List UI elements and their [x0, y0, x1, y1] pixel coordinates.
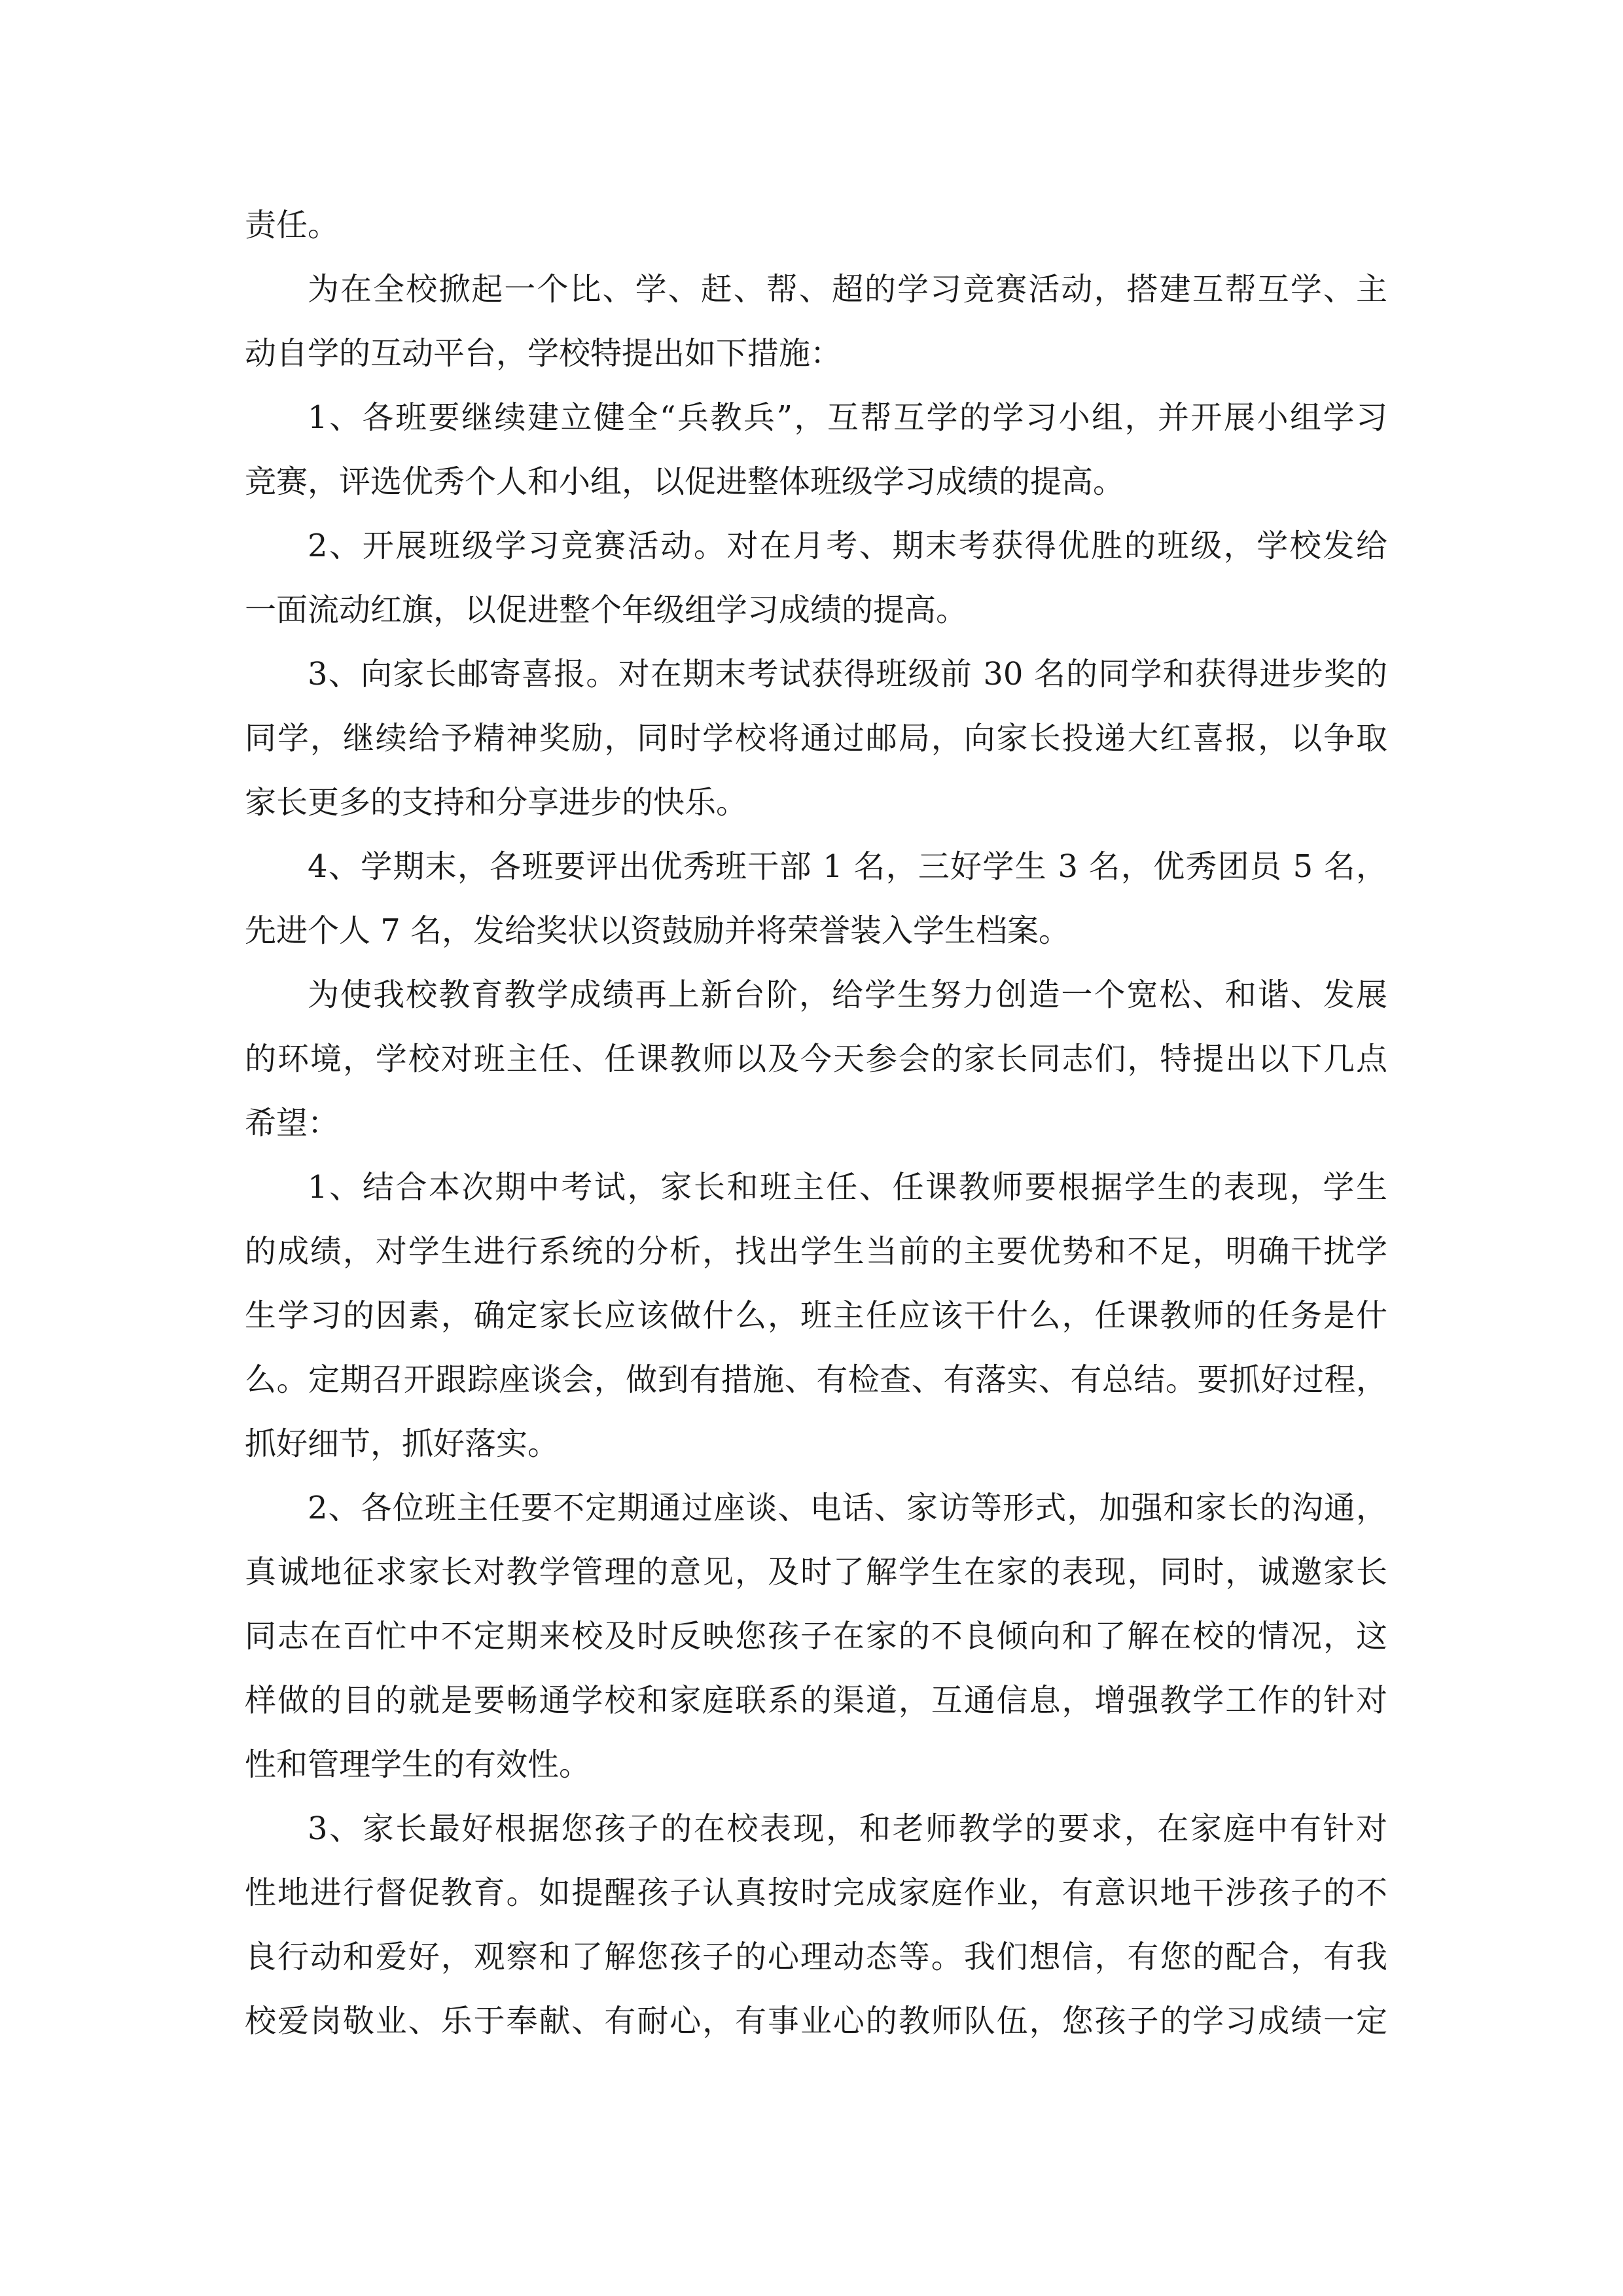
text-line: 性和管理学生的有效性。: [245, 1746, 591, 1783]
text-line: 为在全校掀起一个比、学、赶、帮、超的学习竞赛活动，搭建互帮互学、主: [308, 271, 1387, 308]
text-line: 3、向家长邮寄喜报。对在期末考试获得班级前 30 名的同学和获得进步奖的: [308, 656, 1387, 692]
text-line: 良行动和爱好，观察和了解您孩子的心理动态等。我们想信，有您的配合，有我: [245, 1939, 1387, 1975]
text-line: 样做的目的就是要畅通学校和家庭联系的渠道，互通信息，增强教学工作的针对: [245, 1682, 1387, 1719]
text-line: 校爱岗敬业、乐于奉献、有耐心，有事业心的教师队伍，您孩子的学习成绩一定: [245, 2003, 1387, 2039]
text-line: 为使我校教育教学成绩再上新台阶，给学生努力创造一个宽松、和谐、发展: [308, 977, 1387, 1013]
text-line: 3、家长最好根据您孩子的在校表现，和老师教学的要求，在家庭中有针对: [308, 1810, 1387, 1847]
text-line: 性地进行督促教育。如提醒孩子认真按时完成家庭作业，有意识地干涉孩子的不: [245, 1874, 1387, 1911]
text-line: 的环境，学校对班主任、任课教师以及今天参会的家长同志们，特提出以下几点: [245, 1041, 1387, 1077]
text-line: 一面流动红旗，以促进整个年级组学习成绩的提高。: [245, 592, 968, 628]
text-line: 1、结合本次期中考试，家长和班主任、任课教师要根据学生的表现，学生: [308, 1169, 1387, 1206]
text-line: 家长更多的支持和分享进步的快乐。: [245, 784, 748, 821]
document-body: [245, 193, 1387, 2053]
text-line: 4、学期末，各班要评出优秀班干部 1 名，三好学生 3 名，优秀团员 5 名，: [308, 848, 1387, 885]
text-line: 抓好细节，抓好落实。: [245, 1426, 560, 1462]
text-line: 么。定期召开跟踪座谈会，做到有措施、有检查、有落实、有总结。要抓好过程，: [245, 1361, 1387, 1398]
text-line: 生学习的因素，确定家长应该做什么，班主任应该干什么，任课教师的任务是什: [245, 1297, 1387, 1334]
text-line: 动自学的互动平台，学校特提出如下措施：: [245, 335, 842, 372]
text-line: 2、各位班主任要不定期通过座谈、电话、家访等形式，加强和家长的沟通，: [308, 1490, 1387, 1526]
text-line: 1、各班要继续建立健全“兵教兵”，互帮互学的学习小组，并开展小组学习: [308, 399, 1387, 436]
text-line: 竞赛，评选优秀个人和小组，以促进整体班级学习成绩的提高。: [245, 463, 1125, 500]
text-line: 2、开展班级学习竞赛活动。对在月考、期末考获得优胜的班级，学校发给: [308, 528, 1387, 564]
text-line: 真诚地征求家长对教学管理的意见，及时了解学生在家的表现，同时，诚邀家长: [245, 1554, 1387, 1590]
text-line: 同志在百忙中不定期来校及时反映您孩子在家的不良倾向和了解在校的情况，这: [245, 1618, 1387, 1655]
text-line: 希望：: [245, 1105, 340, 1141]
text-line: 先进个人 7 名，发给奖状以资鼓励并将荣誉装入学生档案。: [245, 912, 1071, 949]
text-line: 责任。: [245, 207, 340, 243]
text-line: 的成绩，对学生进行系统的分析，找出学生当前的主要优势和不足，明确干扰学: [245, 1233, 1387, 1270]
text-line: 同学，继续给予精神奖励，同时学校将通过邮局，向家长投递大红喜报，以争取: [245, 720, 1387, 757]
